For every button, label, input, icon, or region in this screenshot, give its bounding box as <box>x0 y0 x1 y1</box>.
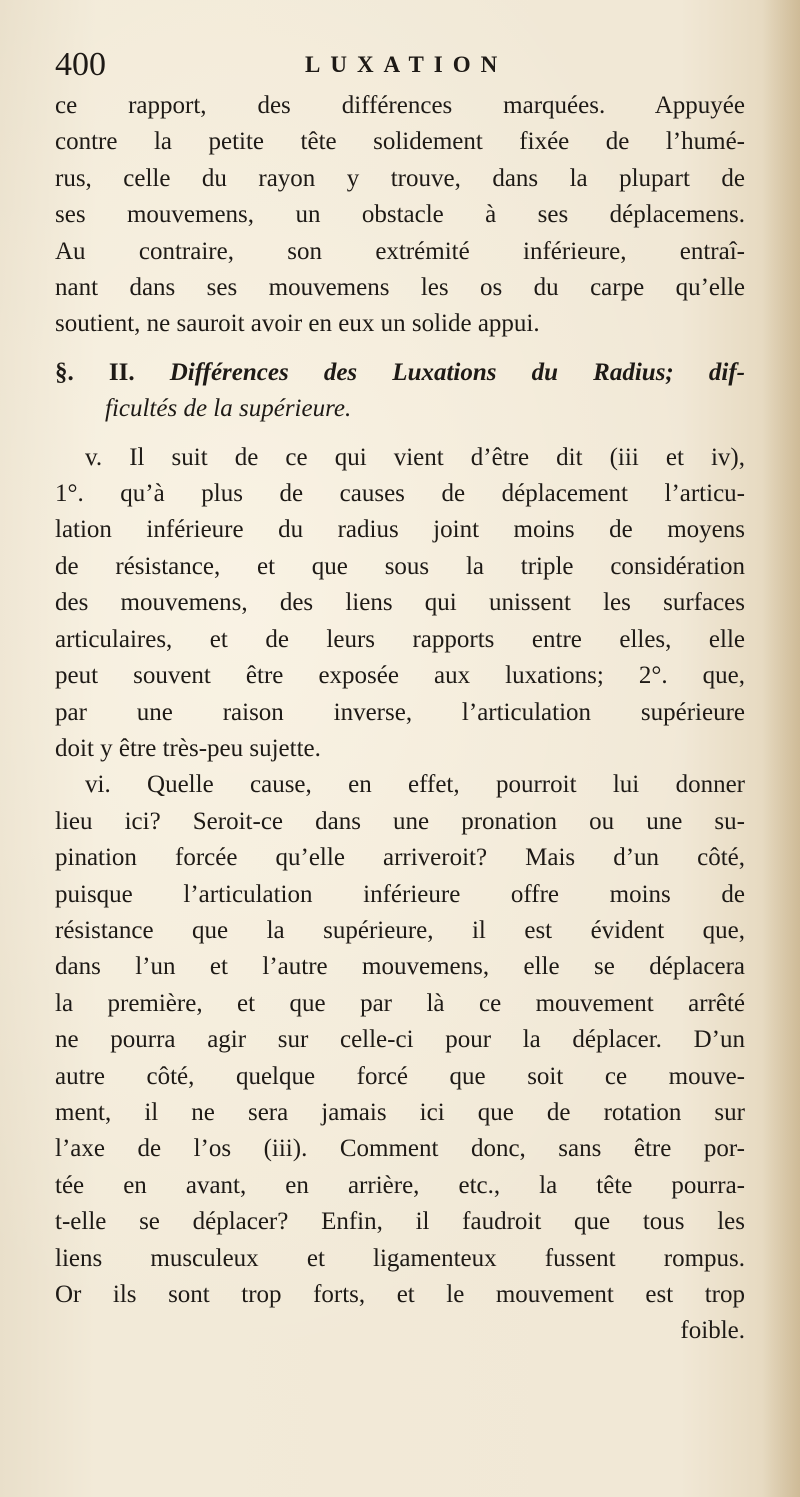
paragraph-vi-line: ne pourra agir sur celle-ci pour la déplacer. D’un <box>55 1026 745 1054</box>
text-line: soutient, ne sauroit avoir en eux un solide appui. <box>55 310 540 338</box>
paragraph-vi-line: l’axe de l’os (iii). Comment donc, sans être por- <box>55 1135 745 1163</box>
section-heading <box>55 355 745 391</box>
paragraph-vi-line: résistance que la supérieure, il est évident que, <box>55 916 745 944</box>
paragraph-v-line: articulaires, et de leurs rapports entre elles, elle <box>55 625 745 653</box>
paragraph-vi-line: Or ils sont trop forts, et le mouvement est trop <box>55 1281 745 1308</box>
body-text <box>55 88 745 1350</box>
section-title-line-2: ficultés de la supérieure. <box>105 395 352 423</box>
paragraph-vi-line: autre côté, quelque forcé que soit ce mouve- <box>55 1062 745 1090</box>
page-number: 400 <box>55 46 106 83</box>
paragraph-vi-line: liens musculeux et ligamenteux fussent rompus. <box>55 1244 745 1272</box>
paragraph-vi-line: ment, il ne sera jamais ici que de rotation sur <box>55 1098 745 1126</box>
text-line: Au contraire, son extrémité inférieure, entraî- <box>55 237 745 265</box>
text-line: ce rapport, des différences marquées. Appuyée <box>55 92 745 119</box>
paragraph-vi-line: t-elle se déplacer? Enfin, il faudroit que tous les <box>55 1208 745 1236</box>
paragraph-v-line: lation inférieure du radius joint moins de moyens <box>55 516 745 544</box>
running-head <box>55 45 755 85</box>
paragraph-vi-line: dans l’un et l’autre mouvemens, elle se déplacera <box>55 953 745 981</box>
paragraph-vi-line: vi. Quelle cause, en effet, pourroit lui donner <box>85 771 745 799</box>
paragraph-v-line: v. Il suit de ce qui vient d’être dit (iii et iv), <box>85 443 745 471</box>
paragraph-v-line: doit y être très-peu sujette. <box>55 734 321 762</box>
text-line: ses mouvemens, un obstacle à ses déplacemens. <box>55 201 745 229</box>
text-line: nant dans ses mouvemens les os du carpe qu’elle <box>55 274 745 302</box>
paragraph-v-line: des mouvemens, des liens qui unissent les surfaces <box>55 589 745 617</box>
section-title-line-1: Différences des Luxations du Radius; dif- <box>169 358 745 386</box>
text-line: contre la petite tête solidement fixée de l’humé- <box>55 128 745 156</box>
text-line: rus, celle du rayon y trouve, dans la plupart de <box>55 164 745 192</box>
paragraph-vi-line: pination forcée qu’elle arriveroit? Mais d’un côté, <box>55 844 745 872</box>
catchword: foible. <box>680 1317 745 1345</box>
paragraph-v-line: 1°. qu’à plus de causes de déplacement l’articu- <box>55 480 745 508</box>
paragraph-vi-line: tée en avant, en arrière, etc., la tête pourra- <box>55 1171 745 1199</box>
section-marker: §. II. <box>55 358 135 386</box>
paragraph-vi-line: la première, et que par là ce mouvement arrêté <box>55 989 745 1017</box>
paragraph-v-line: peut souvent être exposée aux luxations; 2°. que, <box>55 662 745 690</box>
running-title: LUXATION <box>305 52 508 77</box>
paragraph-vi-line: puisque l’articulation inférieure offre moins de <box>55 880 745 908</box>
page-edge-shading <box>762 0 800 1497</box>
paragraph-vi-line: lieu ici? Seroit-ce dans une pronation ou une su- <box>55 807 745 835</box>
paragraph-v-line: de résistance, et que sous la triple considération <box>55 552 745 580</box>
paragraph-v-line: par une raison inverse, l’articulation supérieure <box>55 698 745 726</box>
